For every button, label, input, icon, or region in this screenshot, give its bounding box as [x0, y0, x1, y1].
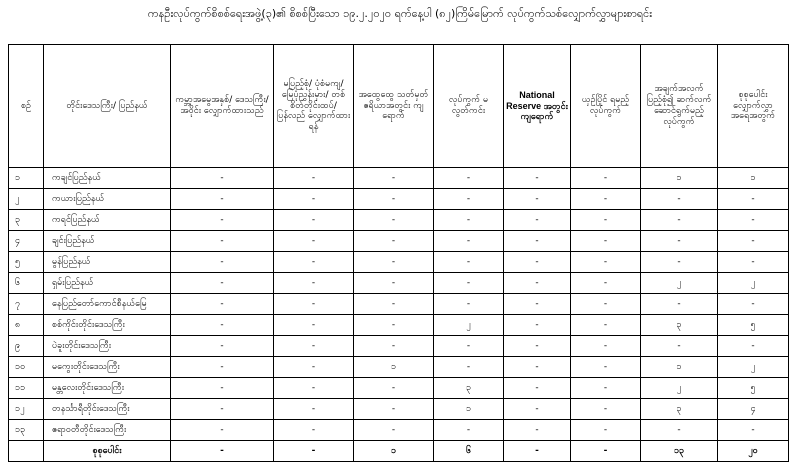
- total-cell: ၆: [434, 441, 504, 462]
- row-cell: -: [504, 189, 571, 210]
- row-cell: ၂: [718, 273, 789, 294]
- row-region: ကရင်ပြည်နယ်: [44, 210, 171, 231]
- row-cell: -: [504, 294, 571, 315]
- row-serial-no: ၅: [9, 252, 44, 273]
- row-cell: -: [171, 210, 274, 231]
- row-cell: -: [641, 294, 718, 315]
- row-cell: ၃: [641, 399, 718, 420]
- row-cell: -: [354, 294, 434, 315]
- row-cell: -: [504, 252, 571, 273]
- row-cell: -: [641, 252, 718, 273]
- table-row: [9, 357, 789, 378]
- row-cell: -: [434, 294, 504, 315]
- total-empty-cell: [9, 441, 44, 462]
- row-serial-no: ၁၃: [9, 420, 44, 441]
- row-cell: -: [718, 294, 789, 315]
- row-cell: -: [171, 189, 274, 210]
- header-row: [9, 45, 789, 168]
- table-row: [9, 231, 789, 252]
- row-cell: -: [354, 420, 434, 441]
- row-cell: -: [718, 189, 789, 210]
- row-cell: -: [354, 273, 434, 294]
- total-cell: ၂၀: [718, 441, 789, 462]
- total-cell: -: [171, 441, 274, 462]
- row-cell: -: [274, 399, 354, 420]
- total-row: [9, 441, 789, 462]
- row-serial-no: ၇: [9, 294, 44, 315]
- row-cell: -: [504, 273, 571, 294]
- row-cell: -: [504, 210, 571, 231]
- table-row: [9, 336, 789, 357]
- row-cell: -: [641, 231, 718, 252]
- row-cell: -: [434, 357, 504, 378]
- row-cell: -: [274, 357, 354, 378]
- row-cell: -: [434, 231, 504, 252]
- row-region: မန္တလေးတိုင်းဒေသကြီး: [44, 378, 171, 399]
- row-cell: -: [274, 420, 354, 441]
- row-cell: ၅: [718, 315, 789, 336]
- row-cell: -: [504, 420, 571, 441]
- row-cell: -: [571, 189, 641, 210]
- row-cell: -: [718, 252, 789, 273]
- row-cell: -: [571, 399, 641, 420]
- row-serial-no: ၁၀: [9, 357, 44, 378]
- row-cell: -: [571, 315, 641, 336]
- total-cell: -: [571, 441, 641, 462]
- row-cell: -: [354, 378, 434, 399]
- applications-table: [8, 44, 789, 462]
- total-cell: -: [504, 441, 571, 462]
- header-incomplete: မပြည့်စုံ/ ပုံစံမကျ/ မြေပုံညွှန်းမှား/ တစ်စိတ်တိုင်းထပ်/ ပြန်လည် လျှောက်ထားရန်: [274, 45, 354, 168]
- row-cell: ၁: [641, 168, 718, 189]
- row-cell: -: [718, 336, 789, 357]
- table-row: [9, 294, 789, 315]
- row-cell: -: [354, 168, 434, 189]
- row-cell: -: [171, 294, 274, 315]
- row-cell: -: [274, 168, 354, 189]
- row-cell: -: [274, 231, 354, 252]
- table-row: [9, 210, 789, 231]
- row-cell: ၂: [641, 273, 718, 294]
- row-region: ရှမ်းပြည်နယ်: [44, 273, 171, 294]
- row-cell: -: [504, 168, 571, 189]
- row-cell: ၂: [718, 357, 789, 378]
- header-region: တိုင်းဒေသကြီး/ ပြည်နယ်: [44, 45, 171, 168]
- header-competing: ယှဉ်ပြိုင် ရမည့် လုပ်ကွက်: [571, 45, 641, 168]
- row-cell: -: [571, 378, 641, 399]
- row-cell: ၂: [641, 378, 718, 399]
- row-cell: -: [274, 273, 354, 294]
- row-cell: -: [571, 168, 641, 189]
- row-cell: -: [434, 189, 504, 210]
- row-cell: -: [504, 399, 571, 420]
- row-region: မကွေးတိုင်းဒေသကြီး: [44, 357, 171, 378]
- row-cell: -: [171, 252, 274, 273]
- total-label: စုစုပေါင်း: [44, 441, 171, 462]
- row-region: ဧရာဝတီတိုင်းဒေသကြီး: [44, 420, 171, 441]
- table-row: [9, 252, 789, 273]
- row-cell: -: [274, 378, 354, 399]
- row-region: မွန်ပြည်နယ်: [44, 252, 171, 273]
- row-cell: -: [171, 168, 274, 189]
- row-cell: -: [434, 210, 504, 231]
- row-cell: -: [354, 336, 434, 357]
- row-serial-no: ၄: [9, 231, 44, 252]
- row-cell: -: [274, 336, 354, 357]
- row-cell: -: [434, 273, 504, 294]
- row-cell: -: [354, 189, 434, 210]
- row-cell: -: [571, 357, 641, 378]
- total-cell: ၁: [354, 441, 434, 462]
- row-region: ကချင်ပြည်နယ်: [44, 168, 171, 189]
- row-region: တနင်္သာရီတိုင်းဒေသကြီး: [44, 399, 171, 420]
- row-cell: -: [504, 315, 571, 336]
- row-serial-no: ၈: [9, 315, 44, 336]
- total-cell: -: [274, 441, 354, 462]
- row-cell: ၁: [718, 168, 789, 189]
- row-cell: ၁: [434, 399, 504, 420]
- row-cell: ၁: [354, 357, 434, 378]
- row-serial-no: ၆: [9, 273, 44, 294]
- row-cell: -: [171, 357, 274, 378]
- row-cell: -: [171, 231, 274, 252]
- row-cell: -: [354, 231, 434, 252]
- row-serial-no: ၁: [9, 168, 44, 189]
- row-cell: -: [274, 210, 354, 231]
- row-cell: -: [274, 189, 354, 210]
- row-serial-no: ၁၂: [9, 399, 44, 420]
- row-cell: -: [171, 315, 274, 336]
- row-cell: -: [171, 420, 274, 441]
- row-cell: -: [718, 210, 789, 231]
- header-complete-proceed: အချက်အလက် ပြည့်စုံ၍ ဆက်လက် ဆောင်ရွက်မည့် လုပ်ကွက်: [641, 45, 718, 168]
- row-cell: -: [641, 210, 718, 231]
- document-title: ကနဦးလုပ်ကွက်စိစစ်ရေးအဖွဲ့(၃)၏ စိစစ်ပြီးသော ၁၉.၂.၂၀၂၀ ရက်နေ့ပါ (၈၂)ကြိမ်မြောက် လုပ်ကွက်သစ်လျှောက်လွှာများစာရင်း: [147, 7, 653, 20]
- row-cell: ၁: [641, 357, 718, 378]
- table-row: [9, 420, 789, 441]
- row-cell: -: [504, 357, 571, 378]
- row-region: ပဲခူးတိုင်းဒေသကြီး: [44, 336, 171, 357]
- row-cell: ၃: [641, 315, 718, 336]
- row-cell: -: [354, 210, 434, 231]
- row-region: နေပြည်တော်ကောင်စီနယ်မြေ: [44, 294, 171, 315]
- row-cell: -: [571, 336, 641, 357]
- row-cell: -: [571, 252, 641, 273]
- row-cell: -: [641, 336, 718, 357]
- row-cell: -: [354, 252, 434, 273]
- header-total-applications: စုစုပေါင်း လျှောက်လွှာ အရေအတွက်: [718, 45, 789, 168]
- header-serial-no: စဉ်: [9, 45, 44, 168]
- row-cell: -: [434, 336, 504, 357]
- row-cell: -: [171, 378, 274, 399]
- header-not-vacant: လုပ်ကွက် မလွတ်ကင်း: [434, 45, 504, 168]
- header-heritage-area: ကမ္ဘာ့အမွေအနှစ်/ ဒေသကြီး/ အဝိုင်း လျှောက်ထားသည်: [171, 45, 274, 168]
- row-cell: -: [641, 189, 718, 210]
- row-cell: ၂: [434, 315, 504, 336]
- row-cell: -: [171, 273, 274, 294]
- row-cell: -: [571, 231, 641, 252]
- header-national-reserve: National Reserve အတွင်း ကျရောက်: [504, 45, 571, 168]
- row-cell: -: [571, 273, 641, 294]
- table-row: [9, 168, 789, 189]
- row-region: ကယားပြည်နယ်: [44, 189, 171, 210]
- row-cell: ၅: [718, 378, 789, 399]
- row-cell: ၄: [718, 399, 789, 420]
- row-serial-no: ၂: [9, 189, 44, 210]
- row-cell: -: [434, 252, 504, 273]
- row-cell: -: [718, 231, 789, 252]
- row-serial-no: ၉: [9, 336, 44, 357]
- row-cell: -: [504, 231, 571, 252]
- row-cell: -: [354, 315, 434, 336]
- row-region: ချင်းပြည်နယ်: [44, 231, 171, 252]
- row-cell: -: [504, 336, 571, 357]
- row-serial-no: ၃: [9, 210, 44, 231]
- row-cell: -: [434, 168, 504, 189]
- row-cell: -: [571, 294, 641, 315]
- table-row: [9, 315, 789, 336]
- table-row: [9, 189, 789, 210]
- header-restricted-area: အထွေထွေ သတ်မှတ် ဧရိယာအတွင်း ကျရောက်: [354, 45, 434, 168]
- row-cell: -: [171, 399, 274, 420]
- total-cell: ၁၃: [641, 441, 718, 462]
- row-serial-no: ၁၁: [9, 378, 44, 399]
- row-cell: -: [171, 336, 274, 357]
- row-cell: -: [354, 399, 434, 420]
- row-cell: -: [274, 252, 354, 273]
- row-cell: -: [718, 420, 789, 441]
- table-body: [9, 168, 789, 462]
- row-cell: -: [504, 378, 571, 399]
- table-row: [9, 399, 789, 420]
- row-cell: -: [434, 420, 504, 441]
- row-region: စစ်ကိုင်းတိုင်းဒေသကြီး: [44, 315, 171, 336]
- table-row: [9, 273, 789, 294]
- row-cell: -: [274, 294, 354, 315]
- row-cell: -: [571, 210, 641, 231]
- row-cell: -: [641, 420, 718, 441]
- row-cell: ၃: [434, 378, 504, 399]
- row-cell: -: [571, 420, 641, 441]
- table-row: [9, 378, 789, 399]
- row-cell: -: [274, 315, 354, 336]
